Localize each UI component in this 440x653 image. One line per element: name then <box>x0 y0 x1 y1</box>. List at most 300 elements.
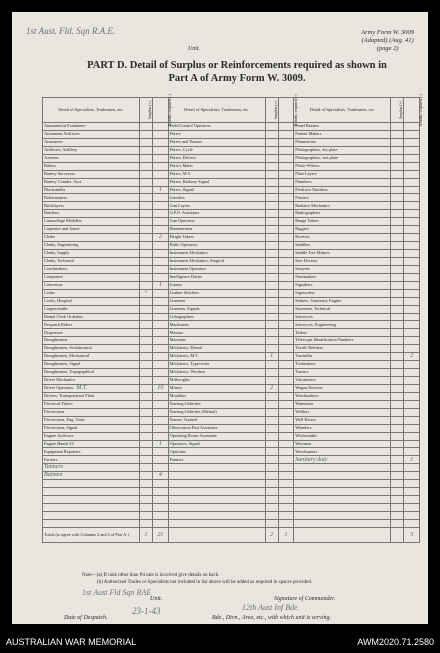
value-cell <box>278 480 294 488</box>
trade-cell: Grinders <box>168 194 265 202</box>
trade-cell: Driver Operators M.T. <box>43 384 140 392</box>
trade-cell: Operators, Signal <box>168 440 265 448</box>
surplus-cell <box>391 416 404 424</box>
value-cell <box>278 472 294 480</box>
surplus-cell <box>139 178 152 186</box>
surplus-cell <box>139 345 152 353</box>
trade-cell <box>43 488 140 496</box>
table-row <box>43 210 420 218</box>
surplus-cell <box>265 456 278 464</box>
reinf-cell <box>278 400 294 408</box>
surplus-cell <box>139 377 152 385</box>
value-cell <box>265 480 278 488</box>
reinf-cell <box>404 305 420 313</box>
trade-cell: Instrument Operators <box>168 265 265 273</box>
trade-cell: Opticians <box>168 448 265 456</box>
reinf-cell <box>404 361 420 369</box>
trade-cell: Carpenter and Joiner <box>43 226 140 234</box>
reinf-cell: 1 <box>153 440 169 448</box>
trade-cell: Linemen, Signals <box>168 305 265 313</box>
trade-cell: Clerks <box>43 234 140 242</box>
trade-cell: Fitters and Turners <box>168 138 265 146</box>
col-surplus: Surplus (+) <box>391 98 404 123</box>
trade-cell: Signwriters <box>294 289 391 297</box>
surplus-cell <box>391 234 404 242</box>
reinf-cell <box>404 154 420 162</box>
trade-cell <box>294 464 391 472</box>
surplus-cell: + <box>139 289 152 297</box>
total-cell: 21 <box>153 527 169 542</box>
value-cell <box>391 464 404 472</box>
surplus-cell <box>391 257 404 265</box>
value-cell <box>265 472 278 480</box>
value-cell <box>265 488 278 496</box>
handwritten-bde: 12th Aust Inf Bde <box>242 603 298 612</box>
reinf-cell <box>278 408 294 416</box>
trade-cell: Boilermakers <box>43 194 140 202</box>
table-row <box>43 305 420 313</box>
col-reinf: Reinfts. required (-) <box>278 98 294 123</box>
totals-label: Totals (to agree with Columns 2 and 4 of Part A.) <box>43 527 140 542</box>
value-cell <box>139 496 152 504</box>
reinf-cell <box>153 456 169 464</box>
surplus-cell <box>139 123 152 131</box>
reinf-cell <box>404 218 420 226</box>
surplus-cell <box>391 170 404 178</box>
surplus-cell <box>265 218 278 226</box>
trade-cell <box>43 496 140 504</box>
trade-cell: Field Control Operators <box>168 123 265 131</box>
surplus-cell <box>265 305 278 313</box>
surplus-cell <box>391 146 404 154</box>
surplus-cell <box>391 154 404 162</box>
value-cell <box>404 511 420 519</box>
trade-cell: Driver Mechanics <box>43 377 140 385</box>
value-cell <box>265 511 278 519</box>
reinf-cell <box>404 250 420 258</box>
reinf-cell <box>278 194 294 202</box>
table-row <box>43 186 420 194</box>
surplus-cell <box>265 170 278 178</box>
trade-cell: Radiator Mechanics <box>294 202 391 210</box>
surplus-cell <box>265 377 278 385</box>
reinf-cell <box>278 281 294 289</box>
value-cell <box>278 464 294 472</box>
surplus-cell <box>265 257 278 265</box>
table-row <box>43 321 420 329</box>
trade-cell: Equipment Repairers <box>43 448 140 456</box>
surplus-cell <box>139 281 152 289</box>
table-row <box>43 226 420 234</box>
trade-cell: Riggers <box>294 226 391 234</box>
trade-cell: Whitesmiths <box>294 432 391 440</box>
surplus-cell <box>391 226 404 234</box>
table-row <box>43 250 420 258</box>
total-cell <box>391 527 404 542</box>
trade-cell: Battery Comdrs. Asst. <box>43 178 140 186</box>
trade-cell <box>294 472 391 480</box>
surplus-cell <box>139 273 152 281</box>
surplus-cell <box>139 146 152 154</box>
trade-cell: Gun Layers <box>168 202 265 210</box>
trade-cell: Wagon Erectors <box>294 384 391 392</box>
reinf-cell <box>153 257 169 265</box>
trade-cell: Printers <box>294 194 391 202</box>
surplus-cell <box>265 130 278 138</box>
col-detail: Detail of Specialists, Tradesmen, etc. <box>168 98 265 123</box>
surplus-cell <box>391 345 404 353</box>
trade-cell: Woodturners <box>294 448 391 456</box>
trade-cell: Telescope Identification Numbers <box>294 337 391 345</box>
trade-cell: Engine Artificers <box>43 432 140 440</box>
reinf-cell <box>404 329 420 337</box>
table-row <box>43 353 420 361</box>
trade-cell: Panel Beaters <box>294 123 391 131</box>
trade-cell: Hollo Operators <box>168 242 265 250</box>
trade-cell: Armament Artificers <box>43 130 140 138</box>
total-cell: 1 <box>278 527 294 542</box>
surplus-cell <box>139 218 152 226</box>
unit-field-label: Unit. <box>150 596 163 602</box>
surplus-cell <box>391 440 404 448</box>
table-row <box>43 138 420 146</box>
trade-cell: Saddle Tree Makers <box>294 250 391 258</box>
reinf-cell <box>278 448 294 456</box>
surplus-cell <box>139 194 152 202</box>
reinf-cell <box>404 162 420 170</box>
reinf-cell <box>278 130 294 138</box>
table-row <box>43 384 420 392</box>
surplus-cell <box>391 123 404 131</box>
surplus-cell <box>265 408 278 416</box>
reinf-cell <box>153 329 169 337</box>
table-row <box>43 313 420 321</box>
trade-cell: Machinists <box>168 321 265 329</box>
value-cell <box>278 519 294 527</box>
reinf-cell <box>404 273 420 281</box>
trade-cell: Photo-Writers <box>294 162 391 170</box>
surplus-cell <box>391 384 404 392</box>
surplus-cell <box>265 400 278 408</box>
surplus-cell <box>391 273 404 281</box>
reinf-cell <box>404 408 420 416</box>
reinf-cell <box>404 313 420 321</box>
trade-cell <box>294 519 391 527</box>
surplus-cell <box>391 281 404 289</box>
table-row <box>43 130 420 138</box>
trade-cell: Gun Operators <box>168 218 265 226</box>
value-cell <box>391 519 404 527</box>
trade-cell <box>43 504 140 512</box>
trade-cell: Fitters, M.V. <box>168 170 265 178</box>
handwritten-note: Sanitary duty <box>295 456 328 463</box>
reinf-cell <box>404 202 420 210</box>
trade-cell: Nurses, Trained <box>168 416 265 424</box>
trade-cell: Radiographers <box>294 210 391 218</box>
surplus-cell <box>265 337 278 345</box>
surplus-cell <box>265 250 278 258</box>
surplus-cell <box>265 154 278 162</box>
value-cell <box>265 464 278 472</box>
table-row <box>43 519 420 527</box>
surplus-cell <box>265 234 278 242</box>
reinf-cell <box>404 297 420 305</box>
trade-cell: Intelligence Duties <box>168 273 265 281</box>
reinf-cell <box>404 440 420 448</box>
form-ref-line: Army Form W. 3009 <box>361 29 414 36</box>
reinf-cell <box>278 242 294 250</box>
trade-cell: Axemen <box>43 154 140 162</box>
trade-cell <box>43 480 140 488</box>
bde-label: Bde., Divn., Area, etc., with which unit is serving. <box>212 615 331 621</box>
value-cell <box>278 511 294 519</box>
reinf-cell <box>404 130 420 138</box>
trade-cell: Toolmakers <box>294 361 391 369</box>
reinf-cell <box>278 416 294 424</box>
surplus-cell <box>139 392 152 400</box>
col-detail: Detail of Specialists, Tradesmen, etc. <box>294 98 391 123</box>
total-cell: 3 <box>404 527 420 542</box>
table-row <box>43 257 420 265</box>
reinf-cell <box>278 162 294 170</box>
handwritten-note: M.T. <box>76 385 88 392</box>
trade-cell: Stokers, Stationary Engine <box>294 297 391 305</box>
trade-cell: Electricians, Eng. Units <box>43 416 140 424</box>
document-page <box>12 12 428 624</box>
reinf-cell <box>153 202 169 210</box>
value-cell <box>278 488 294 496</box>
total-cell: 2 <box>265 527 278 542</box>
reinf-cell <box>153 242 169 250</box>
trade-cell: Fitters, Drivers <box>168 154 265 162</box>
reinf-cell <box>278 250 294 258</box>
trade-cell: Textile Refitters <box>294 345 391 353</box>
surplus-cell <box>265 273 278 281</box>
table-row <box>43 178 420 186</box>
surplus-cell <box>391 297 404 305</box>
reinf-cell <box>278 377 294 385</box>
table-row <box>43 472 420 480</box>
reinf-cell <box>153 146 169 154</box>
trade-cell: Batmen <box>43 472 140 480</box>
table-row <box>43 337 420 345</box>
reinf-cell <box>404 281 420 289</box>
reinf-cell <box>404 392 420 400</box>
trade-cell: Clerks, Supply <box>43 250 140 258</box>
reinf-cell <box>278 202 294 210</box>
value-cell <box>153 504 169 512</box>
surplus-cell <box>265 313 278 321</box>
reinf-cell <box>278 289 294 297</box>
table-row <box>43 488 420 496</box>
col-surplus: Surplus (+) <box>139 98 152 123</box>
surplus-cell <box>265 321 278 329</box>
reinf-cell <box>278 170 294 178</box>
surplus-cell <box>265 242 278 250</box>
trade-cell: Dispensers <box>43 329 140 337</box>
surplus-cell <box>265 210 278 218</box>
surplus-cell <box>391 186 404 194</box>
value-cell <box>404 496 420 504</box>
trade-cell: Despatch Riders <box>43 321 140 329</box>
reinf-cell <box>153 226 169 234</box>
table-row <box>43 440 420 448</box>
note-line: Note—(a) If rank other than Private is involved give details on back. <box>82 573 220 578</box>
trade-cell: Coppersmiths <box>43 305 140 313</box>
note-line: (b) Authorized Trades or Specialists not included in list above will be added as required in spaces provided. <box>97 580 312 585</box>
col-surplus: Surplus (+) <box>265 98 278 123</box>
table-row <box>43 289 420 297</box>
surplus-cell <box>265 361 278 369</box>
reinf-cell <box>404 178 420 186</box>
trade-cell <box>294 480 391 488</box>
table-row <box>43 242 420 250</box>
reinf-cell <box>278 353 294 361</box>
reinf-cell <box>278 146 294 154</box>
reinf-cell <box>278 123 294 131</box>
reinf-cell <box>404 384 420 392</box>
surplus-cell <box>265 138 278 146</box>
reinf-cell <box>278 257 294 265</box>
reinf-cell <box>404 234 420 242</box>
trade-cell: Welders <box>294 408 391 416</box>
trade-cell: Leather Stitchers <box>168 289 265 297</box>
surplus-cell <box>265 432 278 440</box>
surplus-cell <box>391 242 404 250</box>
trade-cell: Mechanics, Wireless <box>168 369 265 377</box>
trade-cell: Nursing Orderlies <box>168 400 265 408</box>
trade-cell: Signallers <box>294 281 391 289</box>
reinf-cell <box>153 337 169 345</box>
reinf-cell <box>153 377 169 385</box>
reinf-cell <box>153 321 169 329</box>
reinf-cell <box>278 440 294 448</box>
surplus-cell <box>265 424 278 432</box>
trade-cell: Masseurs <box>168 337 265 345</box>
value-cell <box>139 464 152 472</box>
trade-cell: Mechanics, M.T. <box>168 353 265 361</box>
table-row <box>43 369 420 377</box>
surplus-cell <box>265 281 278 289</box>
value-cell <box>153 496 169 504</box>
trade-cell: Instrument Mechanics, Surgical <box>168 257 265 265</box>
reinf-cell: 1 <box>153 281 169 289</box>
surplus-cell <box>391 194 404 202</box>
table-row <box>43 329 420 337</box>
table-row <box>43 480 420 488</box>
reinf-cell <box>153 162 169 170</box>
reinf-cell <box>153 392 169 400</box>
surplus-cell <box>391 337 404 345</box>
value-cell <box>139 504 152 512</box>
surplus-cell <box>265 178 278 186</box>
trade-cell: Fitters, Signal <box>168 186 265 194</box>
value-cell <box>391 480 404 488</box>
surplus-cell <box>139 400 152 408</box>
table-row <box>43 297 420 305</box>
surplus-cell <box>139 242 152 250</box>
total-cell: 1 <box>139 527 152 542</box>
trade-cell: Engine Hands I/C <box>43 440 140 448</box>
value-cell <box>404 504 420 512</box>
table-row <box>43 496 420 504</box>
table-row <box>43 146 420 154</box>
reinf-cell <box>404 257 420 265</box>
surplus-cell <box>139 448 152 456</box>
reinf-cell <box>153 416 169 424</box>
table-row <box>43 202 420 210</box>
value-cell <box>153 519 169 527</box>
credit-left: AUSTRALIAN WAR MEMORIAL <box>6 637 137 647</box>
table-row <box>43 400 420 408</box>
trade-cell: Concretors <box>43 281 140 289</box>
surplus-cell <box>391 448 404 456</box>
trade-cell: Surveyors <box>294 313 391 321</box>
trade-cell: Blacksmiths <box>43 186 140 194</box>
reinf-cell <box>404 369 420 377</box>
reinf-cell <box>278 432 294 440</box>
trade-cell <box>168 504 265 512</box>
trade-cell: Range Takers <box>294 218 391 226</box>
trade-cell: Saddlers <box>294 242 391 250</box>
surplus-cell <box>139 408 152 416</box>
reinf-cell <box>278 226 294 234</box>
reinf-cell <box>404 186 420 194</box>
reinf-cell <box>153 123 169 131</box>
value-cell <box>153 480 169 488</box>
total-cell <box>294 527 391 542</box>
trade-cell: Farriers <box>43 456 140 464</box>
trade-cell: Ammunition Examiners <box>43 123 140 131</box>
trade-cell: Saw Doctors <box>294 257 391 265</box>
surplus-cell <box>139 226 152 234</box>
form-ref-line: (page 2) <box>376 45 399 52</box>
surplus-cell <box>391 313 404 321</box>
reinf-cell: 10 <box>153 384 169 392</box>
surplus-cell <box>391 218 404 226</box>
trade-cell: Fitters, Railway Signal <box>168 178 265 186</box>
trade-cell: Wiremen <box>294 440 391 448</box>
surplus-cell <box>391 392 404 400</box>
value-cell <box>139 519 152 527</box>
handwritten-unit: 1st Aust. Fld. Sqn R.A.E. <box>26 26 116 36</box>
trade-cell <box>168 496 265 504</box>
trade-cell: Instrument Mechanics <box>168 250 265 258</box>
trade-cell <box>168 464 265 472</box>
reinf-cell <box>404 194 420 202</box>
reinf-cell <box>278 424 294 432</box>
trade-cell: Sawyers <box>294 265 391 273</box>
trade-cell: Lithographers <box>168 313 265 321</box>
credit-right: AWM2020.71.2580 <box>357 637 434 647</box>
reinf-cell <box>278 265 294 273</box>
reinf-cell <box>278 305 294 313</box>
reinf-cell <box>404 170 420 178</box>
reinf-cell <box>404 265 420 273</box>
trade-cell: Joiners <box>168 281 265 289</box>
trade-cell: Draughtsmen, Architectural <box>43 345 140 353</box>
totals-row <box>43 527 420 542</box>
surplus-cell <box>265 123 278 131</box>
surplus-cell <box>139 353 152 361</box>
notes <box>82 572 312 586</box>
trade-cell: Wheelers <box>294 424 391 432</box>
surplus-cell <box>391 408 404 416</box>
reinf-cell <box>278 178 294 186</box>
col-detail: Detail of Specialists, Tradesmen, etc. <box>43 98 140 123</box>
reinf-cell <box>404 321 420 329</box>
table-row <box>43 392 420 400</box>
